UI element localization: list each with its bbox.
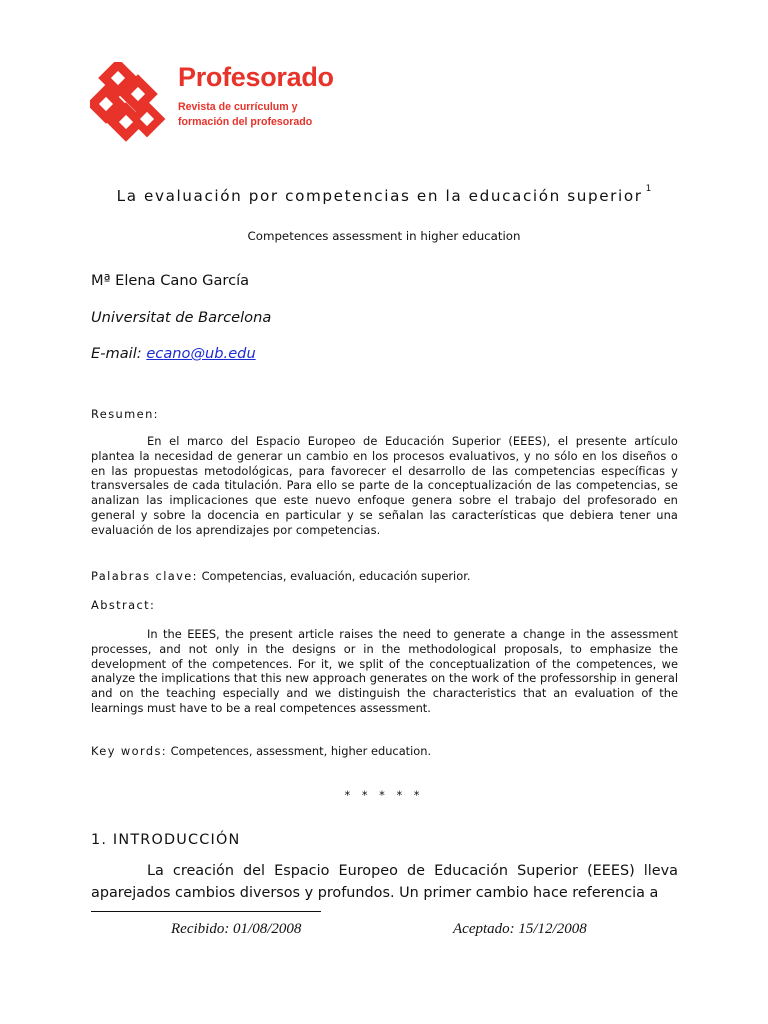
palabras-clave: [91, 569, 678, 584]
received-date: Recibido: 01/08/2008: [171, 921, 302, 937]
resumen-heading: Resumen:: [91, 407, 159, 421]
profesorado-logo-mark-icon: [90, 62, 174, 146]
palabras-clave-label: Palabras clave:: [91, 569, 198, 583]
article-subtitle: Competences assessment in higher education: [247, 229, 521, 243]
key-words: [91, 744, 678, 759]
introduccion-heading: 1. INTRODUCCIÓN: [91, 832, 241, 848]
logo-title: Profesorado: [178, 62, 334, 92]
introduccion-text: La creación del Espacio Europeo de Educación Superior (EEES) lleva aparejados cambios diversos y profundos. Un primer cambio hace referencia a: [91, 863, 678, 901]
email-label: E-mail:: [91, 345, 142, 362]
title-footnote-marker[interactable]: 1: [645, 184, 652, 194]
key-words-label: Key words:: [91, 744, 168, 758]
key-words-value: Competences, assessment, higher education.: [170, 744, 432, 758]
accepted-date: Aceptado: 15/12/2008: [453, 921, 587, 937]
abstract-heading: Abstract:: [91, 598, 156, 612]
palabras-clave-value: Competencias, evaluación, educación superior.: [201, 569, 471, 583]
author-affiliation: Universitat de Barcelona: [91, 309, 272, 326]
journal-logo: [90, 62, 334, 152]
abstract-text: In the EEES, the present article raises the need to generate a change in the assessment processes, and not only in the designs or in the methodological proposals, to emphasize the development of the competences. For it, we split of the conceptualization of the competences, we analyze the implications that this new approach generates on the work of the professorship in general and on the teaching especially and we distinguish the characteristics that an evaluation of the learnings must have to be a real competences assessment.: [91, 627, 678, 715]
section-separator: * * * * *: [344, 788, 424, 802]
article-title-text: La evaluación por competencias en la educación superior: [116, 187, 643, 205]
footnote-divider: [91, 911, 321, 912]
logo-subtitle-line2: formación del profesorado: [178, 116, 313, 128]
author-email: [91, 345, 256, 362]
email-link[interactable]: ecano@ub.edu: [146, 345, 256, 362]
author-name: Mª Elena Cano García: [91, 272, 250, 289]
resumen-text: En el marco del Espacio Europeo de Educación Superior (EEES), el presente artículo plantea la necesidad de generar un cambio en los procesos evaluativos, y no sólo en los diseños o en las propuestas metodológicas, para favorecer el desarrollo de las competencias específicas y transversales de cada titulación. Para ello se parte de la conceptualización de las competencias, se analizan las implicaciones que este nuevo enfoque genera sobre el trabajo del profesorado en general y sobre la docencia en particular y se señalan las características que debiera tener una evaluación de los aprendizajes por competencias.: [91, 434, 678, 537]
logo-subtitle-line1: Revista de currículum y: [178, 101, 298, 113]
article-title: [0, 184, 768, 205]
